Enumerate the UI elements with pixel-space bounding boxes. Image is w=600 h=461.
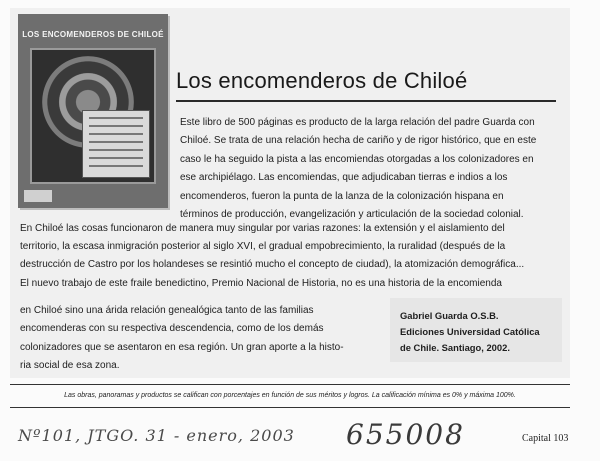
text-line: Este libro de 500 páginas es producto de la larga relación del padre Guarda con	[180, 117, 535, 128]
text-line: destrucción de Castro por los holandeses se resintió mucho el concepto de ciudad), la atomización demográfica...	[20, 259, 525, 271]
text-line: territorio, la escasa inmigración posterior al siglo XVI, el gradual empobrecimiento, la ruralidad (después de la	[20, 241, 506, 253]
book-publisher: Ediciones Universidad Católica	[400, 326, 540, 337]
book-place-year: de Chile. Santiago, 2002.	[400, 342, 510, 353]
rating-footnote: Las obras, panoramas y productos se califican con porcentajes en función de sus méritos y logros. La calificación mínima es 0% y máxima 100%.	[10, 384, 570, 408]
book-credit-box	[390, 298, 562, 362]
text-line: en Chiloé sino una árida relación genealógica tanto de las familias	[20, 305, 314, 316]
book-cover-illustration	[30, 48, 156, 184]
article-panel	[10, 8, 570, 378]
handwritten-reference: Nº101, JTGO. 31 - enero, 2003	[18, 426, 295, 445]
cover-document-inset	[82, 110, 150, 178]
book-author: Gabriel Guarda O.S.B.	[400, 310, 499, 321]
text-line: encomenderas con su respectiva descendencia, como de los demás	[20, 323, 324, 335]
lead-paragraph	[180, 114, 560, 224]
handwritten-number: 655008	[346, 418, 465, 451]
book-cover-image	[18, 14, 168, 208]
publisher-logo	[24, 190, 52, 202]
body-paragraph-end	[20, 302, 380, 376]
article-title: Los encomenderos de Chiloé	[176, 68, 468, 93]
text-line: El nuevo trabajo de este fraile benedictino, Premio Nacional de Historia, no es una historia de la encomienda	[20, 277, 502, 289]
text-line: encomenderos, fueron la punta de la lanza de la colonización hispana en	[180, 190, 504, 202]
text-line: colonizadores que se asentaron en esa región. Un gran aporte a la histo-	[20, 341, 344, 353]
text-line: En Chiloé las cosas funcionaron de manera muy singular por varias razones: la extensión y el aislamiento del	[20, 223, 505, 234]
text-line: Chiloé. Se trata de una relación hecha de cariño y de rigor histórico, que en este	[180, 135, 537, 147]
book-cover-title: LOS ENCOMENDEROS DE CHILOÉ	[22, 30, 164, 39]
text-line: caso le ha seguido la pista a las encomiendas otorgadas a los colonizadores en	[180, 153, 534, 165]
page-reference: Capital 103	[522, 433, 569, 444]
text-line: ese archipiélago. Las encomiendas, que adjudicaban tierras e indios a los	[180, 172, 508, 184]
text-line: ria social de esa zona.	[20, 360, 120, 372]
body-paragraph	[20, 220, 560, 293]
title-underline	[176, 100, 556, 102]
text-line: términos de producción, evangelización y articulación de la sociedad colonial.	[180, 209, 524, 221]
